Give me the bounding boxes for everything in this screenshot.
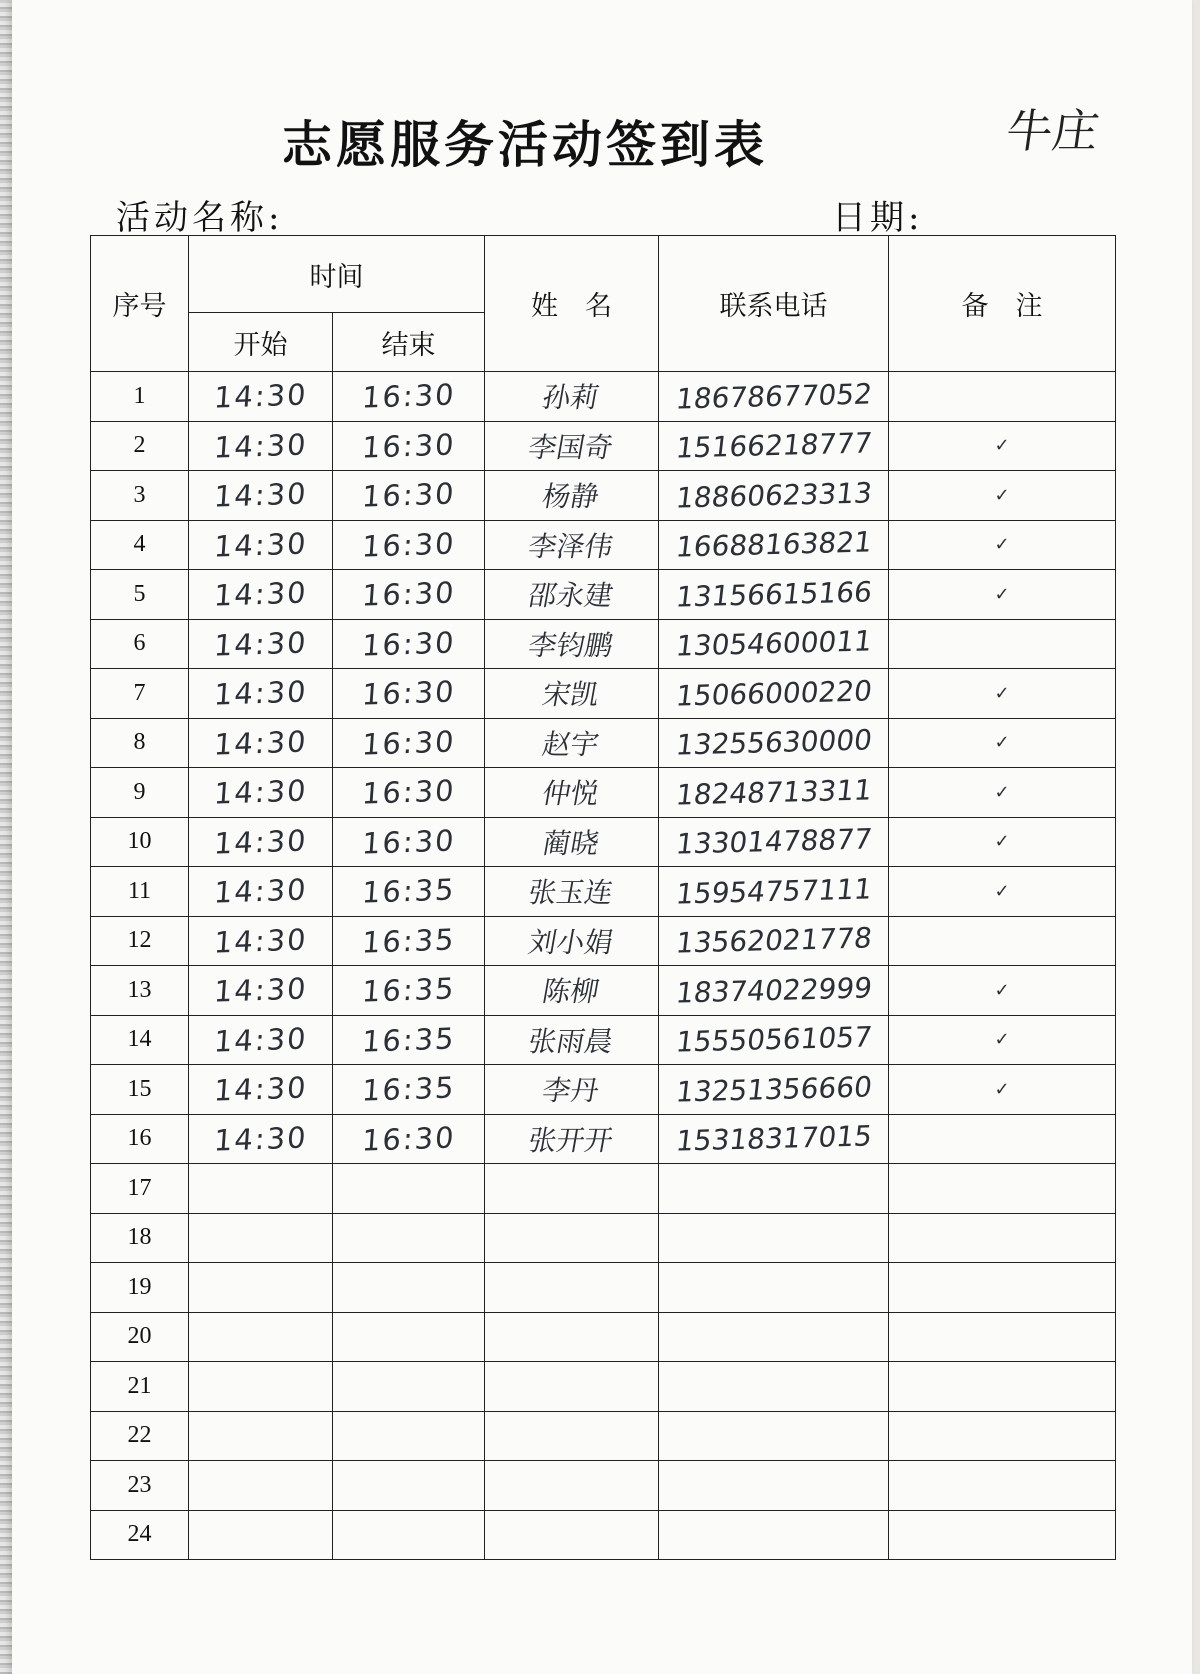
handwritten-name: 孙莉 [540, 381, 603, 415]
phone-cell [659, 768, 889, 818]
handwritten-name: 宋凯 [540, 678, 603, 712]
header-seq: 序号 [91, 236, 189, 372]
start-time-cell [189, 966, 333, 1016]
start-time-cell [189, 471, 333, 521]
row-number: 8 [91, 718, 189, 768]
handwritten-phone: 15066000220 [673, 674, 874, 713]
phone-cell [659, 1461, 889, 1511]
handwritten-name: 赵宇 [540, 727, 603, 761]
handwritten-name: 李国奇 [526, 430, 617, 464]
start-time-cell [189, 718, 333, 768]
phone-cell [659, 421, 889, 471]
handwritten-end: 16:30 [360, 377, 457, 415]
phone-cell [659, 1510, 889, 1560]
end-time-cell [333, 1510, 485, 1560]
end-time-cell [333, 1213, 485, 1263]
table-row [91, 471, 1116, 521]
start-time-cell [189, 619, 333, 669]
table-row [91, 570, 1116, 620]
start-time-cell [189, 1362, 333, 1412]
handwritten-end: 16:35 [360, 971, 457, 1009]
start-time-cell [189, 1015, 333, 1065]
remark-cell [889, 1510, 1116, 1560]
phone-cell [659, 471, 889, 521]
table-row [91, 1461, 1116, 1511]
phone-cell [659, 1164, 889, 1214]
phone-cell [659, 669, 889, 719]
start-time-cell [189, 1461, 333, 1511]
handwritten-phone: 13301478877 [673, 822, 874, 861]
handwritten-end: 16:30 [360, 773, 457, 811]
end-time-cell [333, 817, 485, 867]
phone-cell [659, 1312, 889, 1362]
handwritten-name: 邵永建 [526, 579, 617, 613]
end-time-cell [333, 867, 485, 917]
handwritten-name: 张开开 [526, 1123, 617, 1157]
row-number: 23 [91, 1461, 189, 1511]
handwritten-start: 14:30 [212, 872, 309, 910]
phone-cell [659, 817, 889, 867]
remark-cell [889, 372, 1116, 422]
handwritten-phone: 15954757111 [673, 872, 874, 911]
handwritten-phone: 13251356660 [673, 1070, 874, 1109]
handwritten-start: 14:30 [212, 526, 309, 564]
remark-cell [889, 916, 1116, 966]
start-time-cell [189, 1312, 333, 1362]
remark-cell [889, 966, 1116, 1016]
handwritten-name: 张雨晨 [526, 1024, 617, 1058]
handwritten-phone: 18248713311 [673, 773, 874, 812]
handwritten-phone: 15318317015 [673, 1119, 874, 1158]
name-cell [485, 1312, 659, 1362]
end-time-cell [333, 1411, 485, 1461]
phone-cell [659, 1114, 889, 1164]
table-row [91, 1015, 1116, 1065]
start-time-cell [189, 421, 333, 471]
handwritten-end: 16:35 [360, 1021, 457, 1059]
date-label: 日期: [832, 198, 924, 238]
name-cell [485, 669, 659, 719]
table-row [91, 619, 1116, 669]
end-time-cell [333, 372, 485, 422]
handwritten-end: 16:30 [360, 823, 457, 861]
name-cell [485, 520, 659, 570]
start-time-cell [189, 1114, 333, 1164]
handwritten-remark: ✓ [994, 534, 1010, 556]
activity-name-label: 活动名称: [116, 198, 284, 238]
handwritten-remark: ✓ [994, 1078, 1010, 1100]
header-remark: 备 注 [889, 236, 1116, 372]
end-time-cell [333, 669, 485, 719]
name-cell [485, 1411, 659, 1461]
name-cell [485, 916, 659, 966]
handwritten-end: 16:30 [360, 427, 457, 465]
name-cell [485, 1263, 659, 1313]
end-time-cell [333, 1312, 485, 1362]
handwritten-name: 仲悦 [540, 777, 603, 811]
start-time-cell [189, 1065, 333, 1115]
remark-cell [889, 1015, 1116, 1065]
handwritten-end: 16:30 [360, 625, 457, 663]
name-cell [485, 817, 659, 867]
table-row [91, 1312, 1116, 1362]
handwritten-start: 14:30 [212, 674, 309, 712]
handwritten-end: 16:30 [360, 724, 457, 762]
remark-cell [889, 1164, 1116, 1214]
name-cell [485, 1114, 659, 1164]
remark-cell [889, 421, 1116, 471]
start-time-cell [189, 372, 333, 422]
handwritten-remark: ✓ [994, 682, 1010, 704]
remark-cell [889, 867, 1116, 917]
name-cell [485, 1213, 659, 1263]
document-title: 志愿服务活动签到表 [282, 115, 768, 174]
phone-cell [659, 1263, 889, 1313]
phone-cell [659, 520, 889, 570]
phone-cell [659, 1411, 889, 1461]
remark-cell [889, 619, 1116, 669]
name-cell [485, 1362, 659, 1412]
table-row [91, 817, 1116, 867]
name-cell [485, 1510, 659, 1560]
handwritten-name: 李钧鹏 [526, 628, 617, 662]
handwritten-remark: ✓ [994, 583, 1010, 605]
end-time-cell [333, 966, 485, 1016]
row-number: 21 [91, 1362, 189, 1412]
table-row [91, 520, 1116, 570]
handwritten-remark: ✓ [994, 880, 1010, 902]
end-time-cell [333, 718, 485, 768]
table-row [91, 916, 1116, 966]
phone-cell [659, 1213, 889, 1263]
start-time-cell [189, 867, 333, 917]
table-row [91, 1411, 1116, 1461]
end-time-cell [333, 768, 485, 818]
row-number: 14 [91, 1015, 189, 1065]
end-time-cell [333, 1114, 485, 1164]
table-row [91, 768, 1116, 818]
name-cell [485, 718, 659, 768]
remark-cell [889, 768, 1116, 818]
handwritten-phone: 18678677052 [673, 377, 874, 416]
remark-cell [889, 520, 1116, 570]
handwritten-start: 14:30 [212, 1021, 309, 1059]
phone-cell [659, 718, 889, 768]
handwritten-end: 16:35 [360, 872, 457, 910]
table-row [91, 421, 1116, 471]
end-time-cell [333, 619, 485, 669]
start-time-cell [189, 1213, 333, 1263]
end-time-cell [333, 471, 485, 521]
handwritten-phone: 13054600011 [673, 624, 874, 663]
handwritten-end: 16:30 [360, 1120, 457, 1158]
handwritten-phone: 13562021778 [673, 921, 874, 960]
handwritten-start: 14:30 [212, 1120, 309, 1158]
handwritten-remark: ✓ [994, 1029, 1010, 1051]
handwritten-start: 14:30 [212, 427, 309, 465]
name-cell [485, 570, 659, 620]
handwritten-end: 16:30 [360, 526, 457, 564]
phone-cell [659, 372, 889, 422]
row-number: 3 [91, 471, 189, 521]
handwritten-start: 14:30 [212, 625, 309, 663]
row-number: 15 [91, 1065, 189, 1115]
handwritten-phone: 15550561057 [673, 1020, 874, 1059]
handwritten-remark: ✓ [994, 732, 1010, 754]
name-cell [485, 768, 659, 818]
phone-cell [659, 619, 889, 669]
handwritten-remark: ✓ [994, 831, 1010, 853]
header-start: 开始 [189, 313, 333, 372]
table-row [91, 1065, 1116, 1115]
table-body [91, 372, 1116, 1560]
end-time-cell [333, 1015, 485, 1065]
end-time-cell [333, 1263, 485, 1313]
start-time-cell [189, 1263, 333, 1313]
table-row [91, 372, 1116, 422]
handwritten-end: 16:30 [360, 575, 457, 613]
phone-cell [659, 916, 889, 966]
row-number: 1 [91, 372, 189, 422]
start-time-cell [189, 768, 333, 818]
handwritten-start: 14:30 [212, 476, 309, 514]
sign-in-table [90, 235, 1116, 1560]
table-row [91, 718, 1116, 768]
name-cell [485, 966, 659, 1016]
phone-cell [659, 1065, 889, 1115]
row-number: 17 [91, 1164, 189, 1214]
row-number: 24 [91, 1510, 189, 1560]
handwritten-phone: 15166218777 [673, 426, 874, 465]
table-row [91, 1263, 1116, 1313]
name-cell [485, 421, 659, 471]
handwritten-end: 16:35 [360, 922, 457, 960]
row-number: 12 [91, 916, 189, 966]
row-number: 2 [91, 421, 189, 471]
remark-cell [889, 1263, 1116, 1313]
handwritten-start: 14:30 [212, 922, 309, 960]
start-time-cell [189, 520, 333, 570]
end-time-cell [333, 1461, 485, 1511]
table-row [91, 1213, 1116, 1263]
row-number: 6 [91, 619, 189, 669]
row-number: 7 [91, 669, 189, 719]
handwritten-start: 14:30 [212, 377, 309, 415]
table-row [91, 1510, 1116, 1560]
phone-cell [659, 966, 889, 1016]
handwritten-name: 李丹 [540, 1074, 603, 1108]
start-time-cell [189, 1164, 333, 1214]
row-number: 13 [91, 966, 189, 1016]
end-time-cell [333, 570, 485, 620]
handwritten-name: 张玉连 [526, 876, 617, 910]
handwritten-name: 杨静 [540, 480, 603, 514]
name-cell [485, 372, 659, 422]
start-time-cell [189, 1510, 333, 1560]
name-cell [485, 1461, 659, 1511]
handwritten-end: 16:30 [360, 476, 457, 514]
end-time-cell [333, 1164, 485, 1214]
table-row [91, 867, 1116, 917]
handwritten-start: 14:30 [212, 823, 309, 861]
row-number: 20 [91, 1312, 189, 1362]
handwritten-phone: 18860623313 [673, 476, 874, 515]
end-time-cell [333, 421, 485, 471]
header-end: 结束 [333, 313, 485, 372]
handwritten-remark: ✓ [994, 979, 1010, 1001]
remark-cell [889, 817, 1116, 867]
remark-cell [889, 1362, 1116, 1412]
handwritten-name: 李泽伟 [526, 529, 617, 563]
header-phone: 联系电话 [659, 236, 889, 372]
remark-cell [889, 1312, 1116, 1362]
remark-cell [889, 1065, 1116, 1115]
handwritten-remark: ✓ [994, 484, 1010, 506]
handwritten-end: 16:30 [360, 674, 457, 712]
name-cell [485, 1065, 659, 1115]
remark-cell [889, 718, 1116, 768]
phone-cell [659, 570, 889, 620]
header-name: 姓 名 [485, 236, 659, 372]
end-time-cell [333, 1362, 485, 1412]
remark-cell [889, 471, 1116, 521]
handwritten-name: 蔺晓 [540, 826, 603, 860]
handwritten-phone: 18374022999 [673, 971, 874, 1010]
handwritten-start: 14:30 [212, 971, 309, 1009]
handwritten-name: 刘小娟 [526, 925, 617, 959]
row-number: 19 [91, 1263, 189, 1313]
start-time-cell [189, 669, 333, 719]
table-row [91, 1164, 1116, 1214]
row-number: 4 [91, 520, 189, 570]
handwritten-name: 陈柳 [540, 975, 603, 1009]
scanner-edge [0, 0, 12, 1674]
handwritten-corner-mark: 牛庄 [1002, 104, 1103, 158]
phone-cell [659, 867, 889, 917]
table-row [91, 1114, 1116, 1164]
remark-cell [889, 669, 1116, 719]
handwritten-phone: 13156615166 [673, 575, 874, 614]
handwritten-start: 14:30 [212, 1070, 309, 1108]
handwritten-remark: ✓ [994, 435, 1010, 457]
end-time-cell [333, 1065, 485, 1115]
name-cell [485, 867, 659, 917]
handwritten-end: 16:35 [360, 1070, 457, 1108]
start-time-cell [189, 1411, 333, 1461]
handwritten-start: 14:30 [212, 575, 309, 613]
remark-cell [889, 1411, 1116, 1461]
row-number: 22 [91, 1411, 189, 1461]
handwritten-start: 14:30 [212, 724, 309, 762]
row-number: 9 [91, 768, 189, 818]
handwritten-remark: ✓ [994, 781, 1010, 803]
phone-cell [659, 1362, 889, 1412]
name-cell [485, 1164, 659, 1214]
remark-cell [889, 570, 1116, 620]
row-number: 16 [91, 1114, 189, 1164]
handwritten-start: 14:30 [212, 773, 309, 811]
row-number: 18 [91, 1213, 189, 1263]
header-time: 时间 [189, 236, 485, 313]
name-cell [485, 619, 659, 669]
phone-cell [659, 1015, 889, 1065]
start-time-cell [189, 570, 333, 620]
table-row [91, 1362, 1116, 1412]
row-number: 10 [91, 817, 189, 867]
start-time-cell [189, 817, 333, 867]
start-time-cell [189, 916, 333, 966]
table-row [91, 966, 1116, 1016]
name-cell [485, 471, 659, 521]
end-time-cell [333, 520, 485, 570]
remark-cell [889, 1213, 1116, 1263]
row-number: 11 [91, 867, 189, 917]
handwritten-phone: 13255630000 [673, 723, 874, 762]
handwritten-phone: 16688163821 [673, 525, 874, 564]
remark-cell [889, 1114, 1116, 1164]
row-number: 5 [91, 570, 189, 620]
name-cell [485, 1015, 659, 1065]
remark-cell [889, 1461, 1116, 1511]
table-row [91, 669, 1116, 719]
end-time-cell [333, 916, 485, 966]
